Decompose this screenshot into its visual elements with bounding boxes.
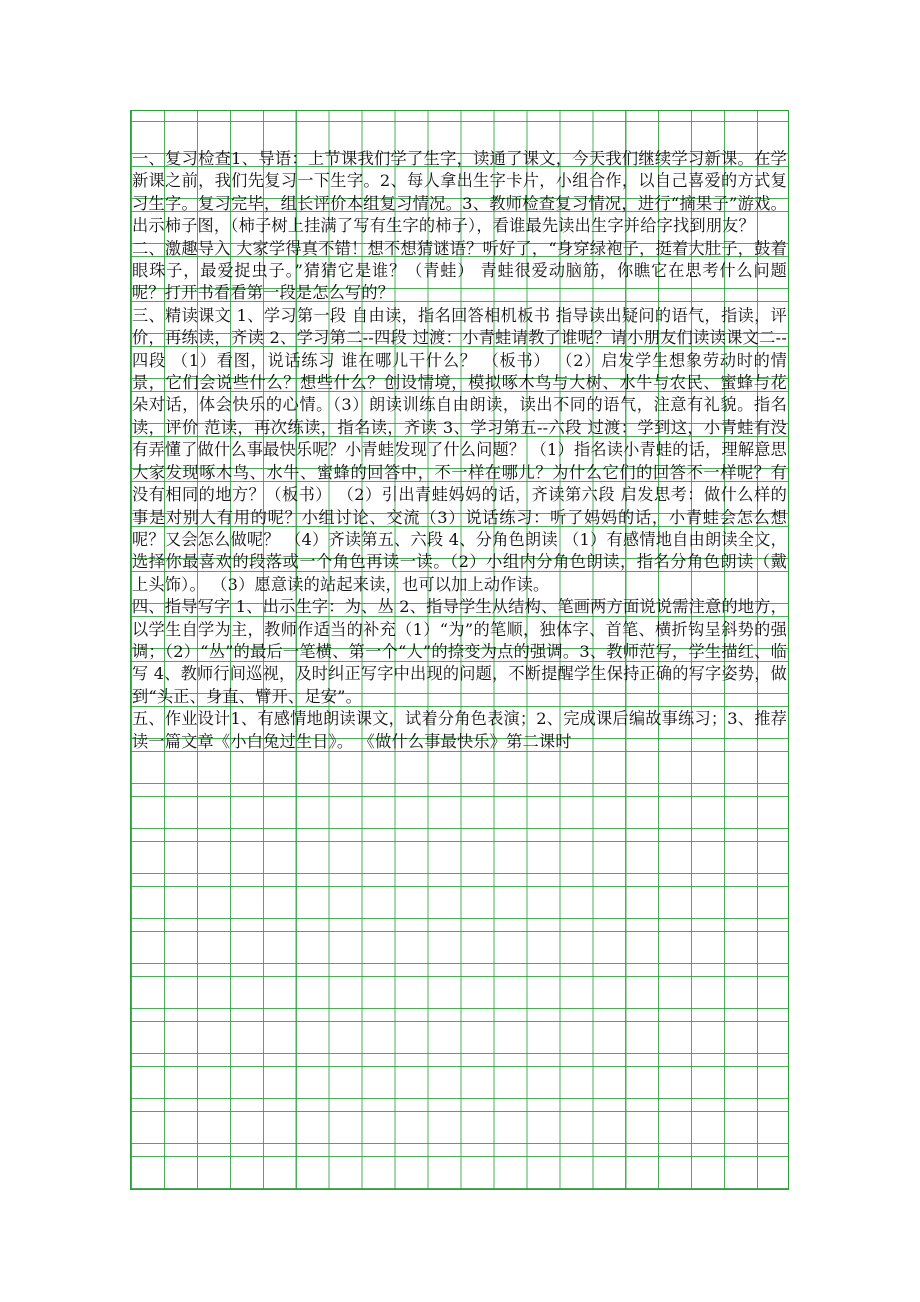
section-review: 一、复习检查1、导语：上节课我们学了生字，读通了课文，今天我们继续学习新课。在学新课之前，我们先复习一下生字。2、每人拿出生字卡片，小组合作，以自己喜爱的方式复习生字。复习完毕，组长评价本组复习情况。3、教师检查复习情况，进行“摘果子”游戏。出示柿子图，（柿子树上挂满了写有生字的柿子），看谁最先读出生字并给字找到朋友？ (132, 149, 787, 236)
section-intensive-reading: 三、精读课文 1、学习第一段 自由读，指名回答相机板书 指导读出疑问的语气，指读，评价，再练读，齐读 2、学习第二--四段 过渡：小青蛙请教了谁呢？请小朋友们读读课文二--四段 （1）看图，说话练习 谁在哪儿干什么？ （板书） （2）启发学生想象劳动时的情景，它们会说些什么？想些什么？创设情境，模拟啄木鸟与大树、水牛与农民、蜜蜂与花朵对话，体会快乐的心情。（3）朗读训练自由朗读，读出不同的语气，注意有礼貌。指名读，评价 范读，再次练读，指名读，齐读 3、学习第五--六段 过渡：学到这，小青蛙有没有弄懂了做什么事最快乐呢？小青蛙发现了什么问题？ （1）指名读小青蛙的话，理解意思 大家发现啄木鸟、水牛、蜜蜂的回答中，不一样在哪儿？为什么它们的回答不一样呢？有没有相同的地方？（板书） （2）引出青蛙妈妈的话，齐读第六段 启发思考：做什么样的事是对别人有用的呢？小组讨论、交流（3）说话练习：听了妈妈的话，小青蛙会怎么想呢？又会怎么做呢？ （4）齐读第五、六段 4、分角色朗读 （1）有感情地自由朗读全文，选择你最喜欢的段落或一个角色再读一读。（2）小组内分角色朗读，指名分角色朗读（戴上头饰）。 （3）愿意读的站起来读，也可以加上动作读。 (132, 305, 787, 594)
section-introduction: 二、激趣导入 大家学得真不错！想不想猜谜语？听好了，“身穿绿袍子，挺着大肚子，鼓着眼珠子，最爱捉虫子。”猜猜它是谁？（青蛙） 青蛙很爱动脑筋，你瞧它在思考什么问题呢？打开书看看第一段是怎么写的？ (132, 238, 787, 303)
section-writing-guidance: 四、指导写字 1、出示生字：为、丛 2、指导学生从结构、笔画两方面说说需注意的地方，以学生自学为主，教师作适当的补充（1）“为”的笔顺，独体字、首笔、横折钩呈斜势的强调；（2）“丛”的最后一笔横、第一个“人”的捺变为点的强调。3、教师范写，学生描红、临写 4、教师行间巡视，及时纠正写字中出现的问题，不断提醒学生保持正确的写字姿势，做到“头正、身直、臂开、足安”。 (132, 597, 787, 706)
section-homework: 五、作业设计1、有感情地朗读课文，试着分角色表演；2、完成课后编故事练习；3、推荐读一篇文章《小白兔过生日》。 《做什么事最快乐》第二课时 (132, 709, 787, 751)
lesson-plan-text (132, 148, 787, 753)
